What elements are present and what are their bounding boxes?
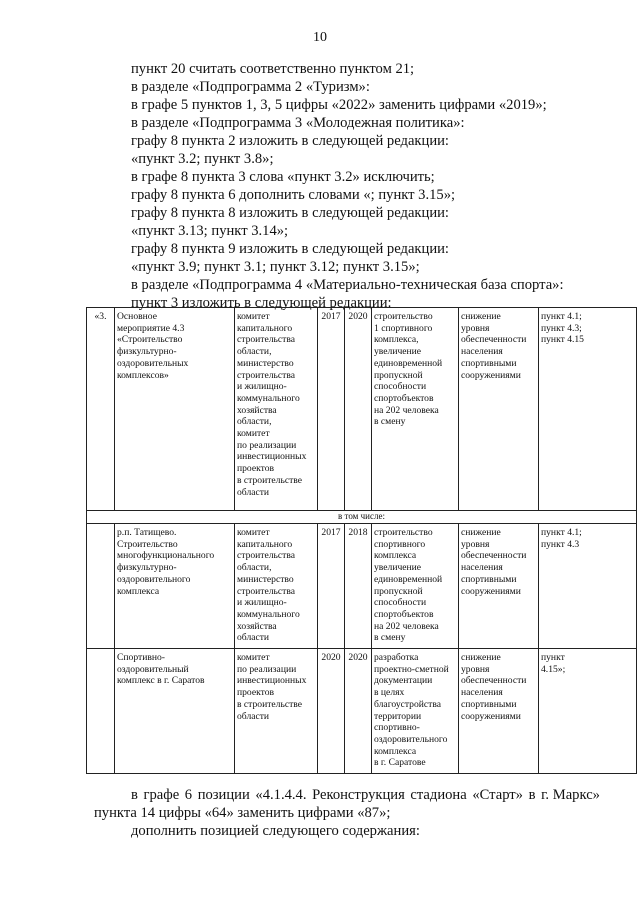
cell-line: в смену — [374, 632, 406, 644]
outro-word: 6 — [184, 787, 193, 803]
cell-line: физкультурно- — [117, 346, 177, 358]
cell-line: сооружениями — [461, 710, 521, 722]
cell-result — [372, 308, 459, 511]
cell-line: в г. Саратове — [374, 757, 426, 769]
cell-line: Строительство — [117, 538, 178, 550]
cell-link — [539, 649, 637, 774]
cell-line: спортобъектов — [374, 608, 434, 620]
cell-year-start: 2020 — [318, 649, 345, 774]
outro-word: «4.1.4.4. — [255, 787, 307, 803]
cell-name — [115, 308, 235, 511]
cell-line: пункт 4.15 — [541, 334, 584, 346]
cell-line: комитет — [237, 527, 270, 538]
cell-name — [115, 649, 235, 774]
intro-line: «пункт 3.9; пункт 3.1; пункт 3.12; пункт 3.15»; — [131, 259, 420, 275]
cell-line: оздоровительного — [374, 733, 448, 745]
cell-number: «3. — [87, 308, 115, 511]
cell-line: мероприятие 4.3 — [117, 322, 185, 334]
cell-line: области, — [237, 562, 272, 574]
cell-line: на 202 человека — [374, 620, 439, 632]
cell-line: комплекса — [374, 745, 417, 757]
cell-line: оздоровительного — [117, 573, 191, 585]
page-number: 10 — [313, 30, 327, 45]
cell-line: документации — [374, 675, 433, 687]
cell-line: области, — [237, 346, 272, 358]
intro-line: в графе 5 пунктов 1, 3, 5 цифры «2022» заменить цифрами «2019»; — [131, 97, 547, 113]
cell-line: строительство — [374, 311, 433, 322]
cell-line: территории — [374, 710, 422, 722]
cell-line: обеспеченности — [461, 334, 527, 346]
intro-line: в разделе «Подпрограмма 2 «Туризм»: — [131, 79, 370, 95]
outro-line-3: дополнить позицией следующего содержания: — [131, 823, 420, 839]
cell-line: сооружениями — [461, 585, 521, 597]
cell-line: пропускной — [374, 369, 423, 381]
cell-line: увеличение — [374, 562, 422, 574]
cell-line: комитет — [237, 428, 270, 440]
cell-line: капитального — [237, 322, 293, 334]
cell-line: комплекса — [374, 550, 417, 562]
outro-word: г. Маркс» — [541, 787, 600, 803]
cell-line: спортивными — [461, 698, 517, 710]
cell-number — [87, 649, 115, 774]
cell-line: пункт — [541, 652, 565, 663]
cell-line: разработка — [374, 652, 419, 663]
outro-word: графе — [143, 787, 180, 803]
table-row-saratov — [87, 649, 637, 774]
cell-line: оздоровительный — [117, 663, 189, 675]
cell-line: снижение — [461, 527, 501, 538]
cell-link — [539, 524, 637, 649]
cell-line: инвестиционных — [237, 675, 307, 687]
cell-line: пункт 4.3 — [541, 538, 580, 550]
cell-line: обеспеченности — [461, 675, 527, 687]
outro-word: «Старт» — [472, 787, 523, 803]
cell-line: проектов — [237, 463, 275, 475]
cell-line: пункт 4.3; — [541, 322, 582, 334]
cell-line: в строительстве — [237, 474, 303, 486]
cell-line: многофункционального — [117, 550, 215, 562]
cell-line: 1 спортивного — [374, 322, 433, 334]
cell-link — [539, 308, 637, 511]
cell-line: пункт 4.1; — [541, 311, 582, 322]
cell-result — [372, 649, 459, 774]
cell-result — [372, 524, 459, 649]
cell-line: спортивными — [461, 573, 517, 585]
cell-line: комплексов» — [117, 369, 169, 381]
cell-line: спортивными — [461, 357, 517, 369]
intro-line: «пункт 3.2; пункт 3.8»; — [131, 151, 274, 167]
intro-line: графу 8 пункта 8 изложить в следующей редакции: — [131, 205, 449, 221]
cell-line: строительство — [374, 527, 433, 538]
intro-line: в разделе «Подпрограмма 3 «Молодежная политика»: — [131, 115, 465, 131]
outro-paragraph — [94, 786, 600, 840]
cell-line: и жилищно- — [237, 381, 287, 393]
cell-line: спортобъектов — [374, 392, 434, 404]
cell-line: комитет — [237, 652, 270, 663]
cell-line: сооружениями — [461, 369, 521, 381]
cell-line: министерство — [237, 573, 294, 585]
intro-line: пункт 3 изложить в следующей редакции: — [131, 295, 392, 311]
cell-line: области — [237, 632, 270, 644]
cell-line: пропускной — [374, 585, 423, 597]
cell-line: проектно-сметной — [374, 663, 449, 675]
outro-line-1 — [94, 786, 600, 804]
including-label: в том числе: — [87, 511, 637, 524]
activities-table — [86, 307, 637, 774]
cell-line: капитального — [237, 538, 293, 550]
cell-line: обеспеченности — [461, 550, 527, 562]
cell-line: Основное — [117, 311, 157, 322]
intro-line: графу 8 пункта 6 дополнить словами «; пункт 3.15»; — [131, 187, 456, 203]
cell-line: населения — [461, 687, 503, 699]
cell-number — [87, 524, 115, 649]
cell-line: области — [237, 710, 270, 722]
cell-name — [115, 524, 235, 649]
cell-line: единовременной — [374, 357, 443, 369]
outro-word: Реконструкция — [312, 787, 405, 803]
table-row-tatishchevo — [87, 524, 637, 649]
cell-line: р.п. Татищево. — [117, 527, 177, 538]
cell-line: строительства — [237, 585, 296, 597]
cell-line: и жилищно- — [237, 597, 287, 609]
intro-line: графу 8 пункта 9 изложить в следующей редакции: — [131, 241, 449, 257]
cell-line: в строительстве — [237, 698, 303, 710]
cell-line: инвестиционных — [237, 451, 307, 463]
cell-line: населения — [461, 346, 503, 358]
cell-line: в целях — [374, 687, 405, 699]
cell-line: по реализации — [237, 439, 297, 451]
intro-line: «пункт 3.13; пункт 3.14»; — [131, 223, 289, 239]
cell-line: физкультурно- — [117, 562, 177, 574]
cell-line: благоустройства — [374, 698, 442, 710]
cell-line: комплекса, — [374, 334, 419, 346]
cell-line: строительства — [237, 550, 296, 562]
cell-line: области — [237, 486, 270, 498]
cell-year-end: 2018 — [345, 524, 372, 649]
outro-line-2: пункта 14 цифры «64» заменить цифрами «87»; — [94, 805, 391, 821]
cell-line: хозяйства — [237, 404, 277, 416]
intro-line: пункт 20 считать соответственно пунктом 21; — [131, 61, 415, 77]
cell-line: 4.15»; — [541, 663, 566, 675]
cell-line: в смену — [374, 416, 406, 428]
cell-line: коммунального — [237, 392, 300, 404]
cell-line: области, — [237, 416, 272, 428]
intro-line: в графе 8 пункта 3 слова «пункт 3.2» исключить; — [131, 169, 435, 185]
cell-executor — [235, 308, 318, 511]
outro-word: в — [131, 787, 138, 803]
cell-line: спортивного — [374, 538, 426, 550]
cell-line: уровня — [461, 538, 490, 550]
cell-executor — [235, 649, 318, 774]
cell-executor — [235, 524, 318, 649]
cell-line: снижение — [461, 652, 501, 663]
table-row-main-activity — [87, 308, 637, 511]
outro-word: позиции — [197, 787, 250, 803]
cell-line: пункт 4.1; — [541, 527, 582, 538]
cell-year-start: 2017 — [318, 524, 345, 649]
cell-line: на 202 человека — [374, 404, 439, 416]
cell-line: коммунального — [237, 608, 300, 620]
cell-line: по реализации — [237, 663, 297, 675]
cell-line: строительства — [237, 369, 296, 381]
cell-line: спортивно- — [374, 722, 420, 734]
cell-year-start: 2017 — [318, 308, 345, 511]
intro-line: в разделе «Подпрограмма 4 «Материально-техническая база спорта»: — [131, 277, 564, 293]
outro-word: стадиона — [410, 787, 467, 803]
cell-line: комплекс в г. Саратов — [117, 675, 205, 687]
cell-line: министерство — [237, 357, 294, 369]
cell-line: уровня — [461, 322, 490, 334]
cell-line: снижение — [461, 311, 501, 322]
cell-line: единовременной — [374, 573, 443, 585]
cell-line: комитет — [237, 311, 270, 322]
cell-line: «Строительство — [117, 334, 183, 346]
cell-line: комплекса — [117, 585, 160, 597]
outro-word: в — [528, 787, 536, 803]
cell-line: увеличение — [374, 346, 422, 358]
cell-effect — [459, 649, 539, 774]
cell-line: оздоровительных — [117, 357, 189, 369]
cell-effect — [459, 524, 539, 649]
cell-line: способности — [374, 597, 427, 609]
cell-line: проектов — [237, 687, 275, 699]
cell-line: населения — [461, 562, 503, 574]
intro-line: графу 8 пункта 2 изложить в следующей редакции: — [131, 133, 449, 149]
cell-line: уровня — [461, 663, 490, 675]
cell-line: Спортивно- — [117, 652, 165, 663]
cell-year-end: 2020 — [345, 649, 372, 774]
cell-effect — [459, 308, 539, 511]
cell-year-end: 2020 — [345, 308, 372, 511]
cell-line: хозяйства — [237, 620, 277, 632]
cell-line: строительства — [237, 334, 296, 346]
table-row-including — [87, 511, 637, 524]
cell-line: способности — [374, 381, 427, 393]
